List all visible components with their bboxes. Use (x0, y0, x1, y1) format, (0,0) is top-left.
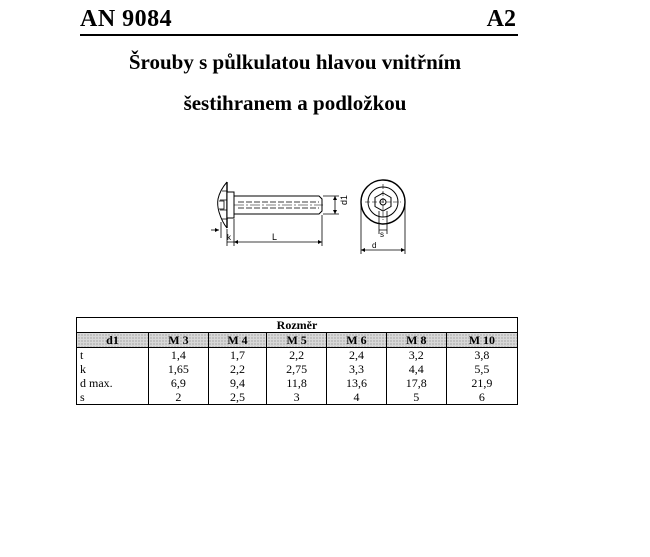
table-cell: 1,4 (149, 348, 209, 363)
table-row (77, 390, 518, 405)
table-cell: 3,3 (327, 362, 387, 376)
size-header: M 8 (386, 333, 446, 348)
table-cell: 9,4 (208, 376, 266, 390)
label-s: s (380, 230, 384, 239)
label-L: L (272, 232, 278, 242)
table-row (77, 348, 518, 363)
table-cell: 6 (446, 390, 517, 405)
label-k: k (227, 233, 231, 242)
table-cell: 2,75 (267, 362, 327, 376)
table-cell: 4,4 (386, 362, 446, 376)
table-cell: 3,8 (446, 348, 517, 363)
table-caption: Rozměr (77, 318, 518, 333)
table-header-row (77, 333, 518, 348)
table-cell: 3 (267, 390, 327, 405)
table-cell: 1,7 (208, 348, 266, 363)
row-label: d max. (77, 376, 149, 390)
table-cell: 2,4 (327, 348, 387, 363)
label-d1: d1 (339, 194, 349, 205)
header-rule (80, 6, 518, 36)
table-cell: 13,6 (327, 376, 387, 390)
end-view (361, 180, 405, 254)
screw-technical-drawing (205, 172, 415, 262)
title-line-2: šestihranem a podložkou (183, 91, 407, 115)
size-header: M 4 (208, 333, 266, 348)
table-cell: 5 (386, 390, 446, 405)
table-cell: 11,8 (267, 376, 327, 390)
title-line-1: Šrouby s půlkulatou hlavou vnitřním (128, 50, 462, 74)
row-label: s (77, 390, 149, 405)
table-row (77, 376, 518, 390)
table-cell: 17,8 (386, 376, 446, 390)
dimension-table (76, 317, 518, 405)
size-header: M 6 (327, 333, 387, 348)
table-cell: 1,65 (149, 362, 209, 376)
material-grade: A2 (486, 6, 516, 32)
table-cell: 4 (327, 390, 387, 405)
label-d: d (372, 241, 377, 250)
size-header: M 5 (267, 333, 327, 348)
table-cell: 3,2 (386, 348, 446, 363)
table-cell: 2,5 (208, 390, 266, 405)
standard-code: AN 9084 (80, 6, 173, 32)
size-header: M 10 (446, 333, 517, 348)
table-row (77, 362, 518, 376)
table-cell: 2 (149, 390, 209, 405)
table-cell: 5,5 (446, 362, 517, 376)
size-header: M 3 (149, 333, 209, 348)
header-label: d1 (77, 333, 149, 348)
table-cell: 2,2 (267, 348, 327, 363)
table-cell: 21,9 (446, 376, 517, 390)
table-cell: 6,9 (149, 376, 209, 390)
table-cell: 2,2 (208, 362, 266, 376)
row-label: k (77, 362, 149, 376)
row-label: t (77, 348, 149, 363)
